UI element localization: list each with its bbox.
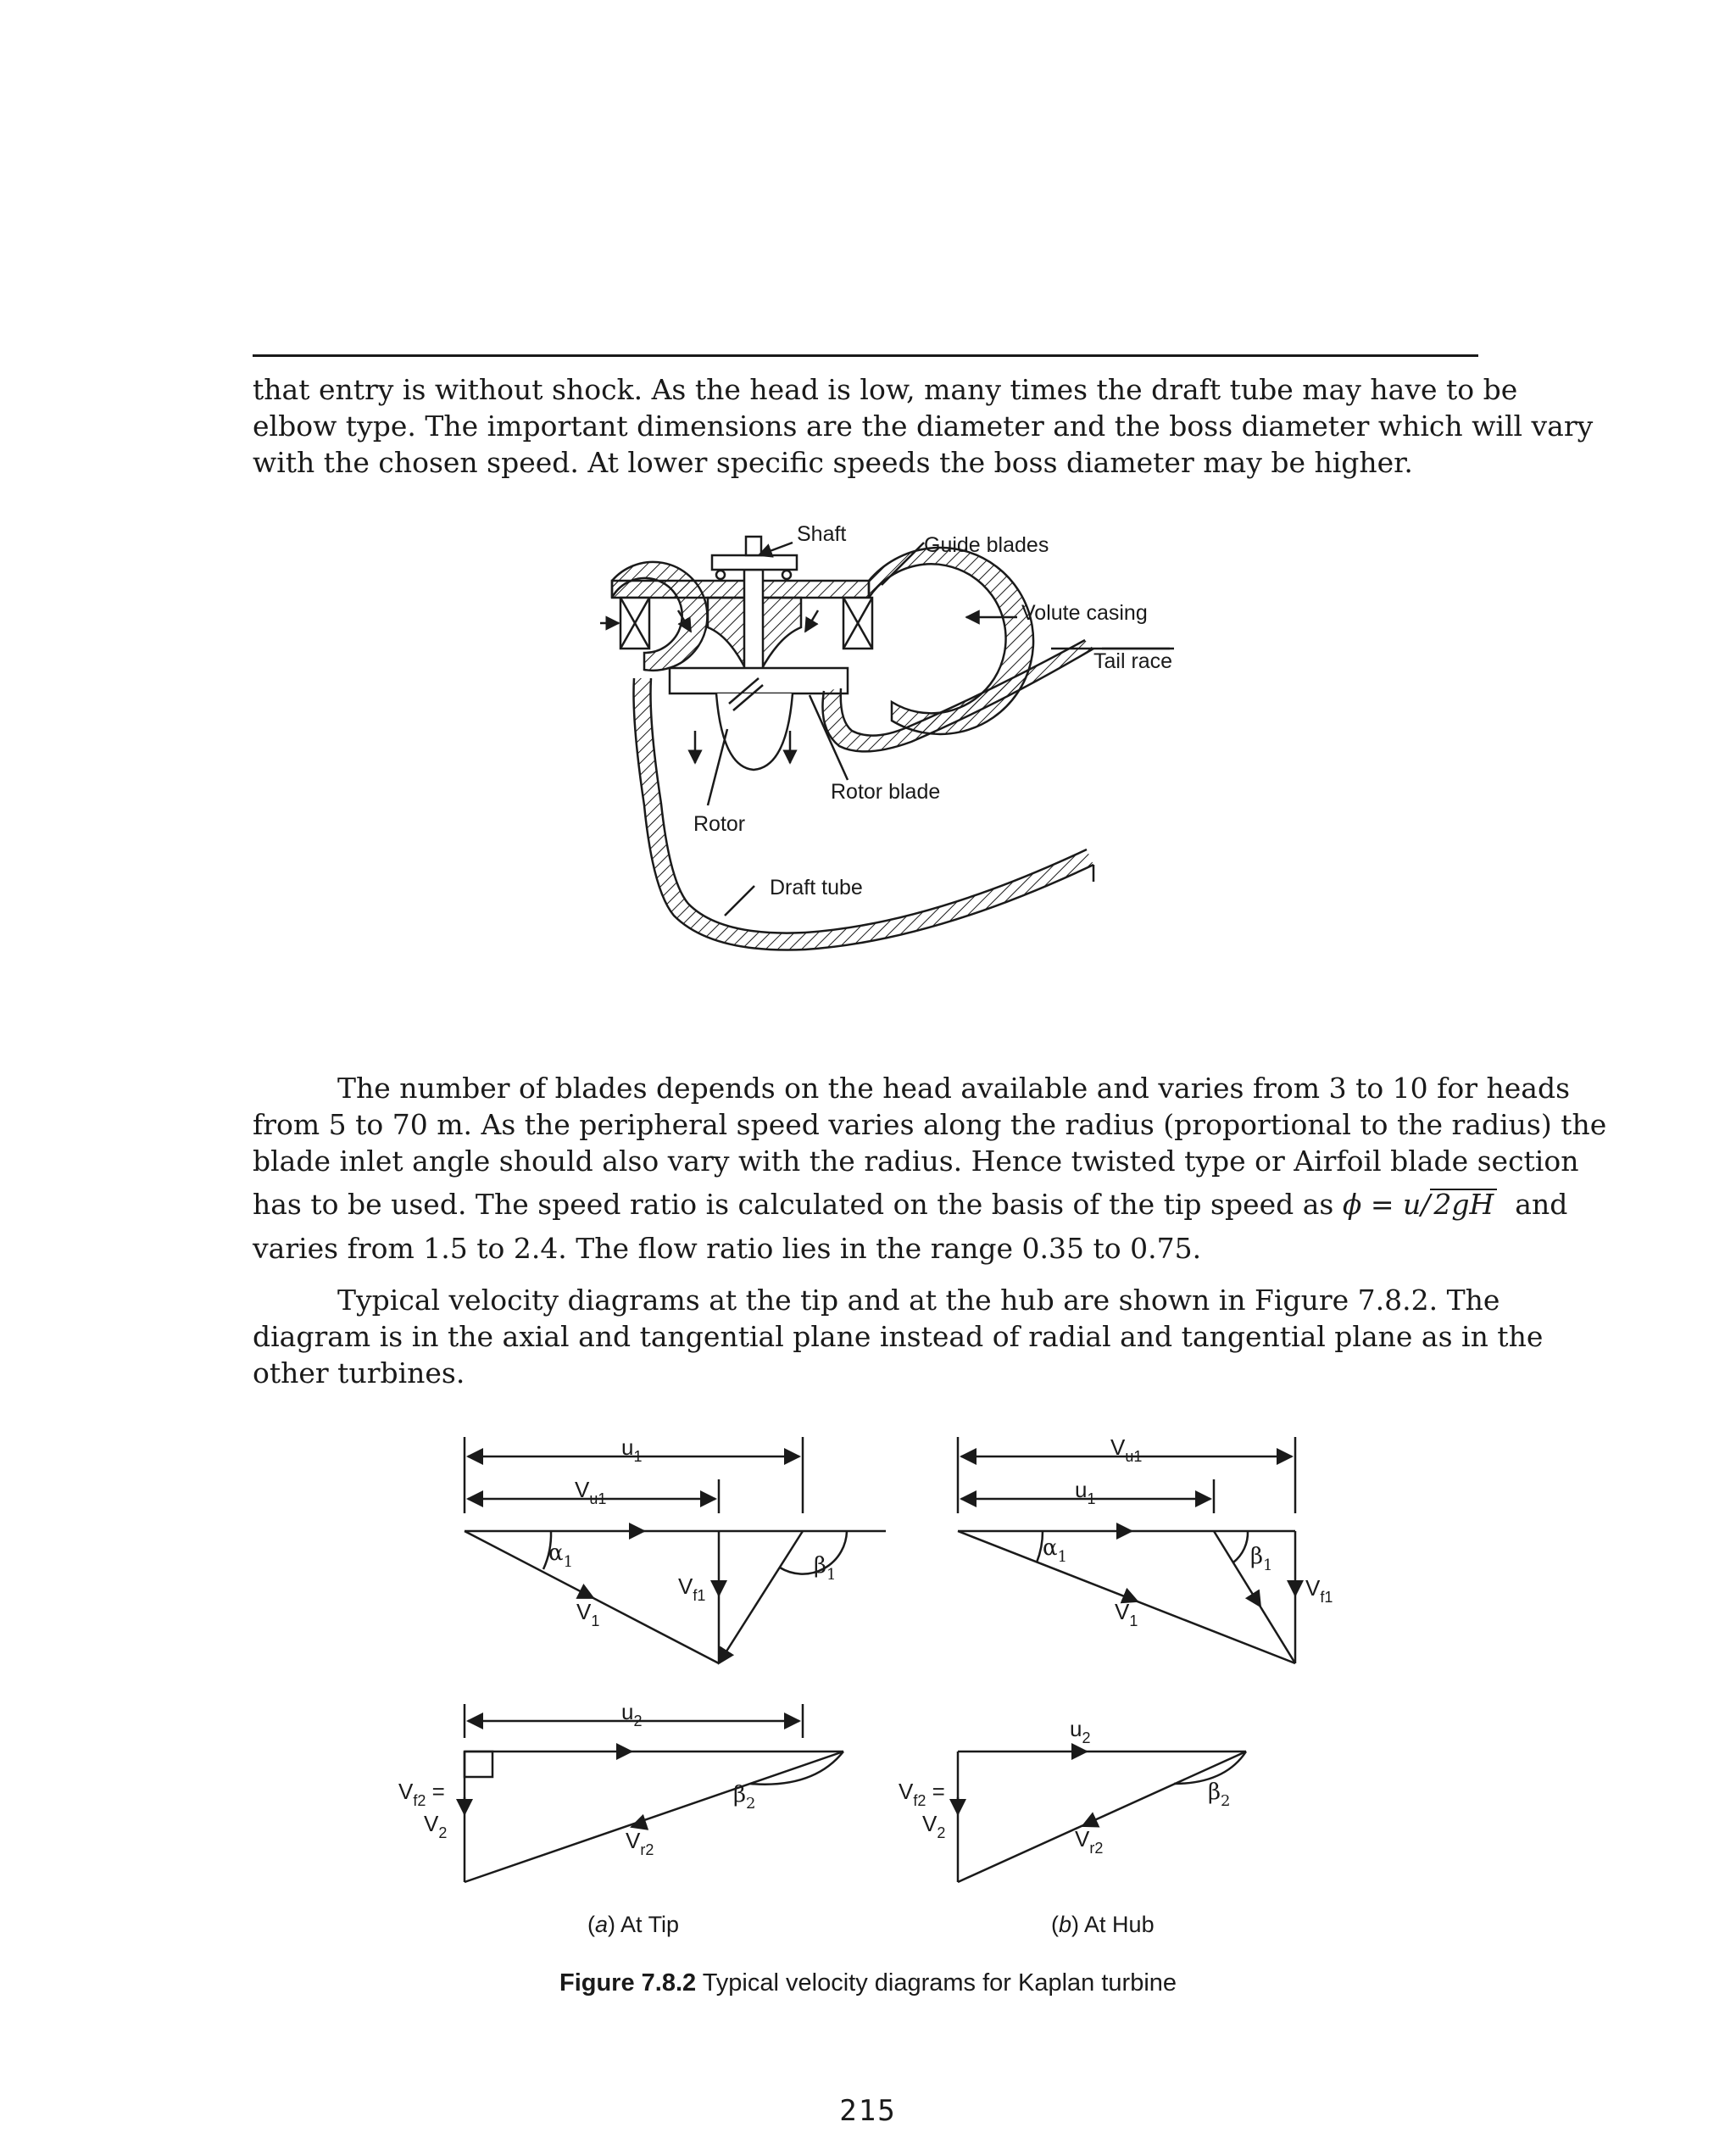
label-rotor-blade: Rotor blade [831,780,941,804]
label-hub-v1: $V_1$ [1115,1599,1138,1629]
label-beta1: $\beta_1$ [814,1553,837,1584]
text-line: Typical velocity diagrams at the tip and at the hub are shown in Figure 7.8.2. The [337,1284,1500,1317]
label-vf2: $V_{f2}$ = [398,1779,445,1809]
label-hub-beta1: $\beta_1$ [1250,1544,1273,1574]
text-line: from 5 to 70 m. As the peripheral speed varies along the radius (proportional to the radius) the [253,1108,1607,1141]
label-shaft: Shaft [797,522,847,546]
text-line: blade inlet angle should also vary with the radius. Hence twisted type or Airfoil blade section [253,1144,1579,1178]
sqrt-term: 2gH [1430,1189,1497,1219]
label-beta2: $\beta_2$ [733,1782,756,1813]
label-hub-vf2: $V_{f2}$ = [899,1779,945,1809]
text-line-formula: has to be used. The speed ratio is calculated on the basis of the tip speed as ϕ = u/ 2gH and [253,1188,1568,1221]
label-hub-vf1: $V_{f1}$ [1305,1575,1333,1606]
text-line: diagram is in the axial and tangential plane instead of radial and tangential plane as in the [253,1320,1544,1353]
label-rotor: Rotor [693,812,746,836]
label-vr2: $V_{r2}$ [626,1828,654,1858]
label-u2: $u_2$ [621,1699,643,1729]
label-hub-u1: $u_1$ [1075,1477,1096,1507]
text-line: varies from 1.5 to 2.4. The flow ratio lies in the range 0.35 to 0.75. [253,1232,1202,1265]
caption-tip: (a) At Tip [587,1912,680,1937]
label-hub-beta2: $\beta_2$ [1208,1779,1231,1810]
label-hub-alpha1: $\alpha_1$ [1043,1535,1068,1566]
label-draft-tube: Draft tube [770,876,863,899]
text-line: that entry is without shock. As the head is low, many times the draft tube may have to be [253,373,1518,406]
page-number: 215 [839,2094,897,2128]
label-hub-v2: $V_2$ [922,1811,946,1841]
figure-caption: Figure 7.8.2 Typical velocity diagrams for Kaplan turbine [559,1969,1177,1997]
label-alpha1: $\alpha_1$ [548,1540,574,1571]
text-line: elbow type. The important dimensions are the diameter and the boss diameter which will vary [253,409,1594,443]
label-v2: $V_2$ [424,1811,448,1841]
label-u1: $u_1$ [621,1434,643,1465]
label-v1: $V_1$ [576,1599,600,1629]
label-volute-casing: Volute casing [1021,601,1148,625]
label-vu1: $V_{u1}$ [575,1477,607,1507]
caption-hub: (b) At Hub [1051,1912,1155,1937]
label-vf1: $V_{f1}$ [678,1573,706,1604]
text-line: other turbines. [253,1356,465,1390]
label-tail-race: Tail race [1093,649,1173,673]
text-line: The number of blades depends on the head available and varies from 3 to 10 for heads [337,1072,1571,1105]
label-hub-vr2: $V_{r2}$ [1075,1826,1104,1857]
label-hub-vu1: $V_{u1}$ [1110,1434,1143,1465]
text-line: with the chosen speed. At lower specific speeds the boss diameter may be higher. [253,446,1413,479]
label-hub-u2: $u_2$ [1070,1716,1091,1746]
speed-ratio-formula: ϕ = u/ 2gH [1343,1188,1497,1221]
label-guide-blades: Guide blades [924,533,1049,557]
